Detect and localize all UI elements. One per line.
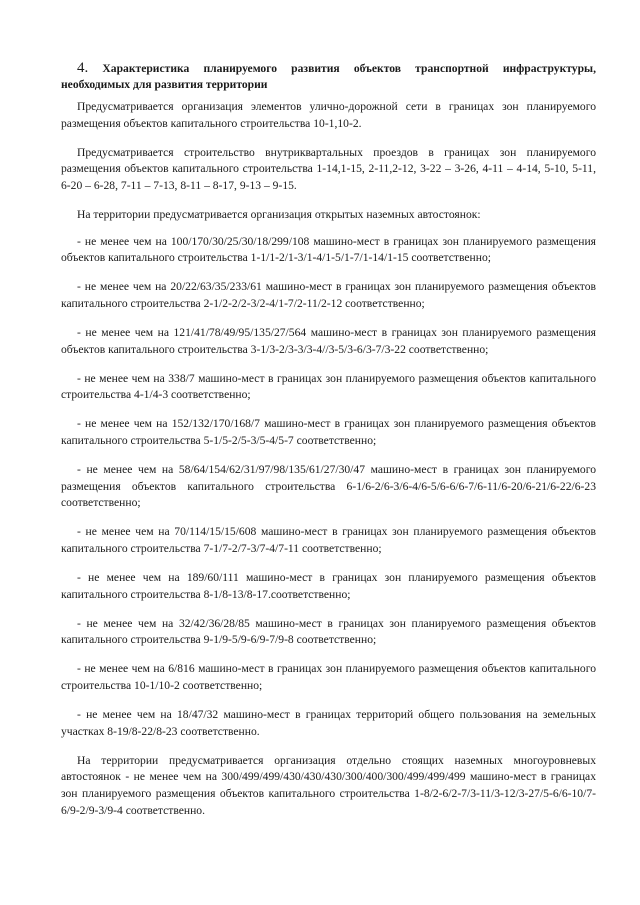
list-item-parking-zone-8: - не менее чем на 189/60/111 машино-мест в границах зон планируемого размещения объектов капитального строительства 8-1/8-13/8-17.соответственно; — [61, 570, 596, 601]
paragraph-parking-intro: На территории предусматривается организация открытых наземных автостоянок: — [77, 207, 481, 221]
list-item-parking-public-land: - не менее чем на 18/47/32 машино-мест в границах территорий общего пользования на земельных участках 8-19/8-22/8-23 соответственно. — [61, 708, 596, 738]
list-item-parking-zone-3: - не менее чем на 121/41/78/49/95/135/27/564 машино-мест в границах зон планируемого размещения объектов капитального строительства 3-1/3-2/3-3/3-4//3-5/3-6/3-7/3-22 соответственно; — [61, 325, 596, 356]
paragraph-internal-driveways: Предусматривается строительство внутриквартальных проездов в границах зон планируемого размещения объектов капитального строительства 1-14,1-15, 2-11,2-12, 3-22 – 3-26, 4-11 – 4-14, 5-10, 5-11, 6-20 – 6-28, 7-11 – 7-13, 8-11 – 8-17, 9-13 – 9-15. — [61, 145, 596, 192]
list-item-parking-zone-9: - не менее чем на 32/42/36/28/85 машино-мест в границах зон планируемого размещения объектов капитального строительства 9-1/9-5/9-6/9-7/9-8 соответственно; — [61, 616, 596, 647]
section-title: Характеристика планируемого развития объектов транспортной инфраструктуры, необходимых для развития территории — [61, 62, 596, 91]
paragraph-multilevel-parking: На территории предусматривается организация отдельно стоящих наземных многоуровневых автостоянок - не менее чем на 300/499/499/430/430/430/300/400/300/499/499/499 машино-мест в границах зон планируемого размещения объектов капитального строительства 1-8/2-6/2-7/3-11/3-12/3-27/5-6/6-10/7-6/9-2/9-3/9-4 соответственно. — [61, 753, 596, 817]
document-page — [61, 60, 596, 832]
list-item-parking-zone-6: - не менее чем на 58/64/154/62/31/97/98/135/61/27/30/47 машино-мест в границах зон планируемого размещения объектов капитального строительства 6-1/6-2/6-3/6-4/6-5/6-6/6-7/6-11/6-20/6-21/6-22/6-23 соответственно; — [61, 463, 596, 510]
list-item-parking-zone-5: - не менее чем на 152/132/170/168/7 машино-мест в границах зон планируемого размещения объектов капитального строительства 5-1/5-2/5-3/5-4/5-7 соответственно; — [61, 417, 596, 447]
section-number: 4. — [77, 60, 89, 76]
list-item-parking-zone-2: - не менее чем на 20/22/63/35/233/61 машино-мест в границах зон планируемого размещения объектов капитального строительства 2-1/2-2/2-3/2-4/1-7/2-11/2-12 соответственно; — [61, 280, 596, 310]
paragraph-street-network: Предусматривается организация элементов улично-дорожной сети в границах зон планируемого размещения объектов капитального строительства 10-1,10-2. — [61, 100, 596, 130]
list-item-parking-zone-4: - не менее чем на 338/7 машино-мест в границах зон планируемого размещения объектов капитального строительства 4-1/4-3 соответственно; — [61, 371, 596, 402]
list-item-parking-zone-1: - не менее чем на 100/170/30/25/30/18/299/108 машино-мест в границах зон планируемого размещения объектов капитального строительства 1-1/1-2/1-3/1-4/1-5/1-7/1-14/1-15 соответственно; — [61, 234, 596, 265]
list-item-parking-zone-10: - не менее чем на 6/816 машино-мест в границах зон планируемого размещения объектов капитального строительства 10-1/10-2 соответственно; — [61, 662, 596, 692]
section-heading — [61, 60, 596, 93]
list-item-parking-zone-7: - не менее чем на 70/114/15/15/608 машино-мест в границах зон планируемого размещения объектов капитального строительства 7-1/7-2/7-3/7-4/7-11 соответственно; — [61, 525, 596, 555]
